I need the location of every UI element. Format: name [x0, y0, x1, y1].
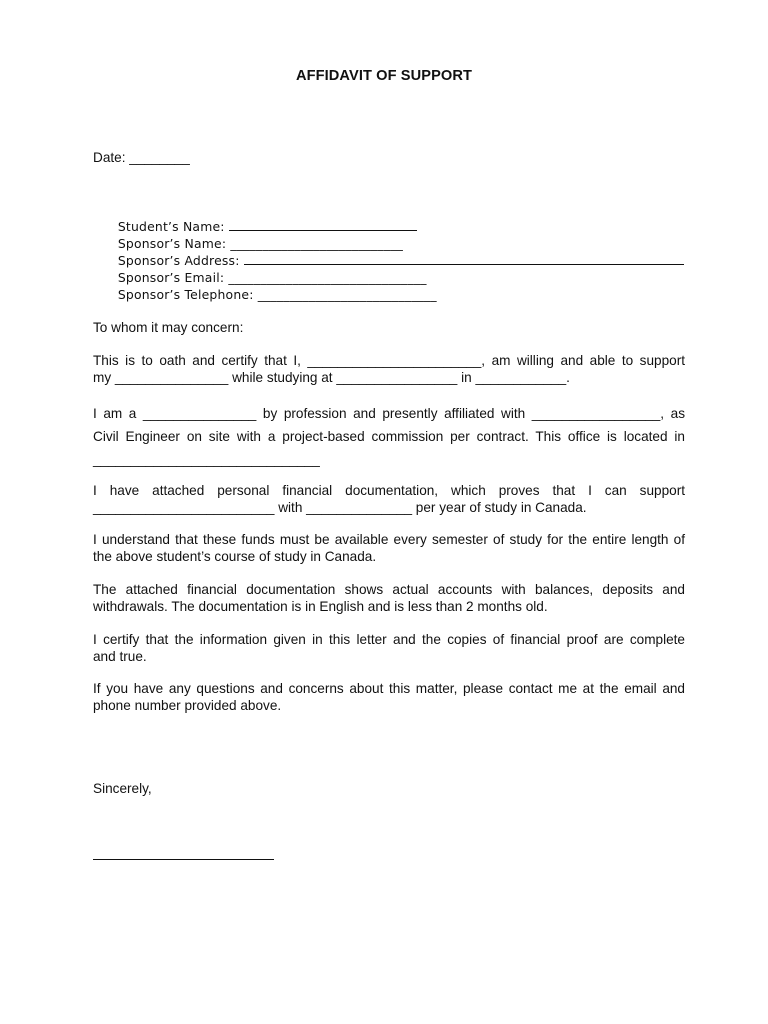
paragraph-line: the above student’s course of study in Canada. [93, 549, 377, 564]
paragraph-line: my _______________ while studying at ________________ in ____________. [93, 370, 570, 385]
paragraph-line: I certify that the information given in this letter and the copies of financial proof are complete [93, 632, 685, 647]
paragraph-line: I am a _______________ by profession and presently affiliated with _________________, as [93, 406, 685, 421]
field-label: Sponsor’s Name: [117, 236, 231, 251]
sponsor-email-blank[interactable]: _______________________________ [228, 270, 427, 285]
paragraph-line: This is to oath and certify that I, _______________________, am willing and able to support [93, 353, 685, 368]
paragraph-line: and true. [93, 649, 147, 664]
paragraph-line: If you have any questions and concerns about this matter, please contact me at the email and [93, 681, 685, 696]
paragraph-line: withdrawals. The documentation is in English and is less than 2 months old. [93, 599, 548, 614]
date-line: Date: ________ [93, 150, 190, 165]
paragraph-line: ________________________ with ______________ per year of study in Canada. [93, 500, 587, 515]
document-title: AFFIDAVIT OF SUPPORT [295, 68, 473, 84]
sponsor-telephone-blank[interactable]: ____________________________ [257, 287, 437, 302]
sponsor-telephone-field [93, 269, 437, 320]
field-label: Sponsor’s Email: [117, 270, 229, 285]
paragraph-line: Civil Engineer on site with a project-based commission per contract. This office is located in [93, 429, 685, 444]
paragraph-line: phone number provided above. [93, 698, 282, 713]
paragraph-line: I understand that these funds must be available every semester of study for the entire length of [93, 532, 685, 547]
paragraph-documentation [93, 482, 685, 516]
paragraph-certify [93, 352, 685, 386]
signature-line[interactable] [93, 859, 274, 860]
paragraph-certify-info [93, 631, 685, 665]
paragraph-line: ______________________________ [93, 452, 320, 467]
paragraph-accounts [93, 581, 685, 615]
field-label: Student’s Name: [117, 219, 229, 234]
paragraph-contact [93, 680, 685, 714]
closing: Sincerely, [93, 781, 152, 796]
paragraph-funds [93, 531, 685, 565]
paragraph-profession [93, 402, 685, 471]
paragraph-line: The attached financial documentation shows actual accounts with balances, deposits and [93, 582, 685, 597]
salutation: To whom it may concern: [93, 320, 244, 335]
field-label: Sponsor’s Address: [117, 253, 244, 268]
paragraph-line: I have attached personal financial documentation, which proves that I can support [93, 483, 685, 498]
sponsor-name-blank[interactable]: ___________________________ [230, 236, 404, 251]
field-label: Sponsor’s Telephone: [117, 287, 258, 302]
